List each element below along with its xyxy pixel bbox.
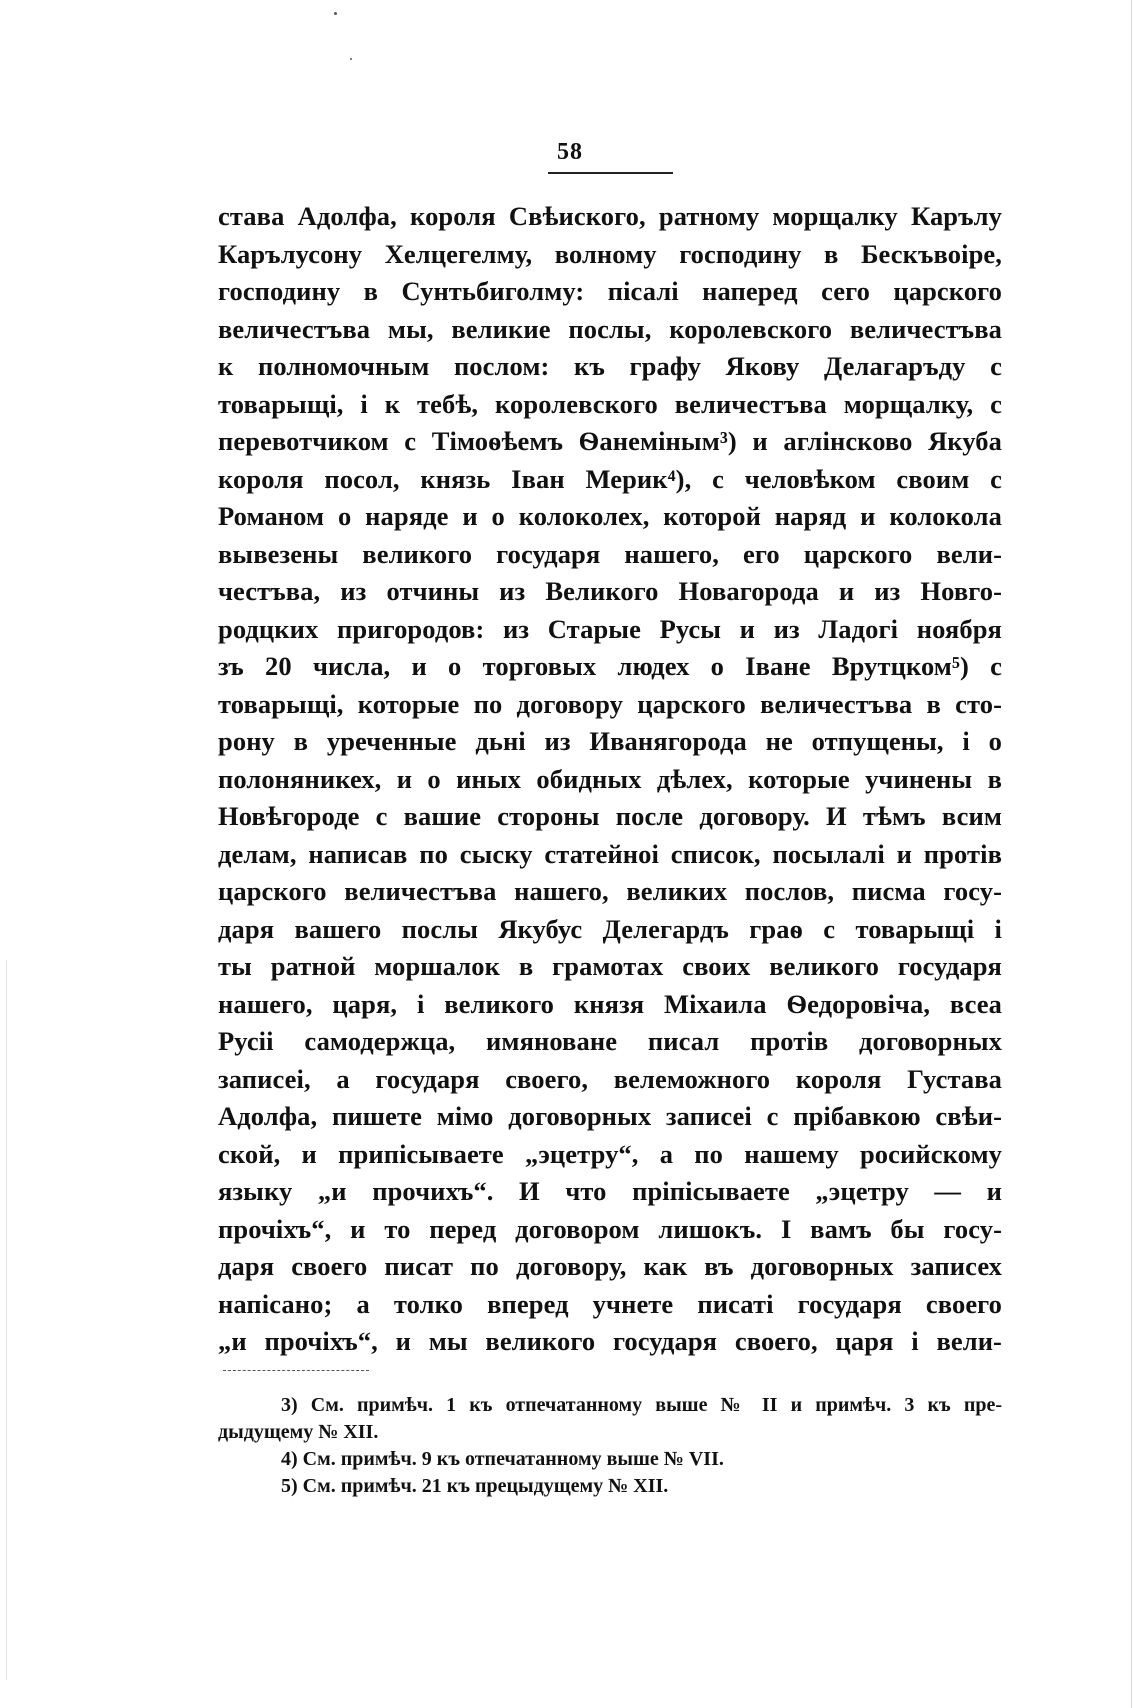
text-line: зъ 20 числа, и о торговых людех о Іване Врутцком⁵) с	[218, 651, 1002, 681]
text-line: господину в Сунтьбиголму: пісалі наперед сего царского	[218, 276, 1002, 306]
text-line: става Адолфа, короля Свѣиского, ратному морщалку Карълу	[218, 201, 1002, 231]
text-line: Адолфа, пишете мімо договорных записеі с прібавкою свѣи-	[218, 1101, 1002, 1131]
text-line: рону в уреченные дьні из Иванягорода не отпущены, і о	[218, 726, 1002, 756]
scan-speck	[334, 12, 337, 15]
text-line: прочіхъ“, и то перед договором лишокъ. І вамъ бы госу-	[218, 1213, 1002, 1244]
text-line: Карълусону Хелцегелму, волному господину в Бескъвоіре,	[218, 238, 1002, 269]
text-line: царского величестъва нашего, великих послов, писма госу-	[218, 876, 1002, 906]
text-line: ты ратной моршалок в грамотах своих великого государя	[218, 951, 1002, 981]
text-line: даря своего писат по договору, как въ договорных записех	[218, 1251, 1002, 1281]
text-line: ской, и припісываете „эцетру“, а по нашему росийскому	[218, 1138, 1002, 1169]
scan-edge-left	[6, 960, 7, 1680]
footnotes	[218, 1392, 1002, 1500]
text-line: к полномочным послом: къ графу Якову Делагаръду с	[218, 351, 1002, 381]
text-line: записеі, а государя своего, велеможного короля Густава	[218, 1063, 1002, 1094]
footnote-line: 5) См. примѣч. 21 къ прецыдущему № XII.	[281, 1475, 669, 1497]
footnote-line: дыдущему № XII.	[218, 1421, 379, 1443]
footnote-line: 4) См. примѣч. 9 къ отпечатанному выше № VII.	[281, 1448, 724, 1470]
text-line: товарыщі, і к тебѣ, королевского величестъва морщалку, с	[218, 388, 1002, 419]
footnote-separator	[223, 1370, 369, 1371]
scan-edge-right	[1131, 0, 1132, 1708]
text-line: делам, написав по сыску статейноі список, посылалі и протів	[218, 838, 1002, 869]
text-line: родцких пригородов: из Старые Русы и из Ладогі ноября	[218, 613, 1002, 644]
page-number-rule	[548, 172, 673, 174]
body-text	[218, 198, 1002, 1361]
text-line: нашего, царя, і великого князя Міхаила Ѳедоровіча, всеа	[218, 988, 1002, 1019]
text-line: перевотчиком с Тімоѳѣемъ Ѳанеміным³) и аглінсково Якуба	[218, 426, 1002, 456]
text-line: напісано; а толко вперед учнете писаті государя своего	[218, 1288, 1002, 1319]
footnote-line: 3) См. примѣч. 1 къ отпечатанному выше № II и примѣч. 3 къ пре-	[281, 1394, 1002, 1416]
text-line: Новѣгороде с вашие стороны после договору. И тѣмъ всим	[218, 801, 1002, 831]
scan-speck	[350, 58, 352, 60]
text-line: честъва, из отчины из Великого Новагорода и из Новго-	[218, 576, 1002, 606]
text-line: величестъва мы, великие послы, королевского величестъва	[218, 313, 1002, 344]
text-line: языку „и прочихъ“. И что пріпісываете „эцетру — и	[218, 1176, 1002, 1206]
page-number: 58	[557, 139, 583, 165]
text-line: полоняникех, и о иных обидных дѣлех, которые учинены в	[218, 763, 1002, 794]
text-line: короля посол, князь Іван Мерик⁴), с человѣком своим с	[218, 463, 1002, 494]
text-line: Романом о наряде и о колоколех, которой наряд и колокола	[218, 501, 1002, 531]
text-line: товарыщі, которые по договору царского величестъва в сто-	[218, 688, 1002, 719]
text-line: даря вашего послы Якубус Делегардъ граѳ с товарыщі і	[218, 913, 1002, 944]
text-line: „и прочіхъ“, и мы великого государя своего, царя і вели-	[218, 1326, 1002, 1356]
text-line: вывезены великого государя нашего, его царского вели-	[218, 538, 1002, 569]
text-line: Русіі самодержца, имяноване писал протів договорных	[218, 1026, 1002, 1056]
